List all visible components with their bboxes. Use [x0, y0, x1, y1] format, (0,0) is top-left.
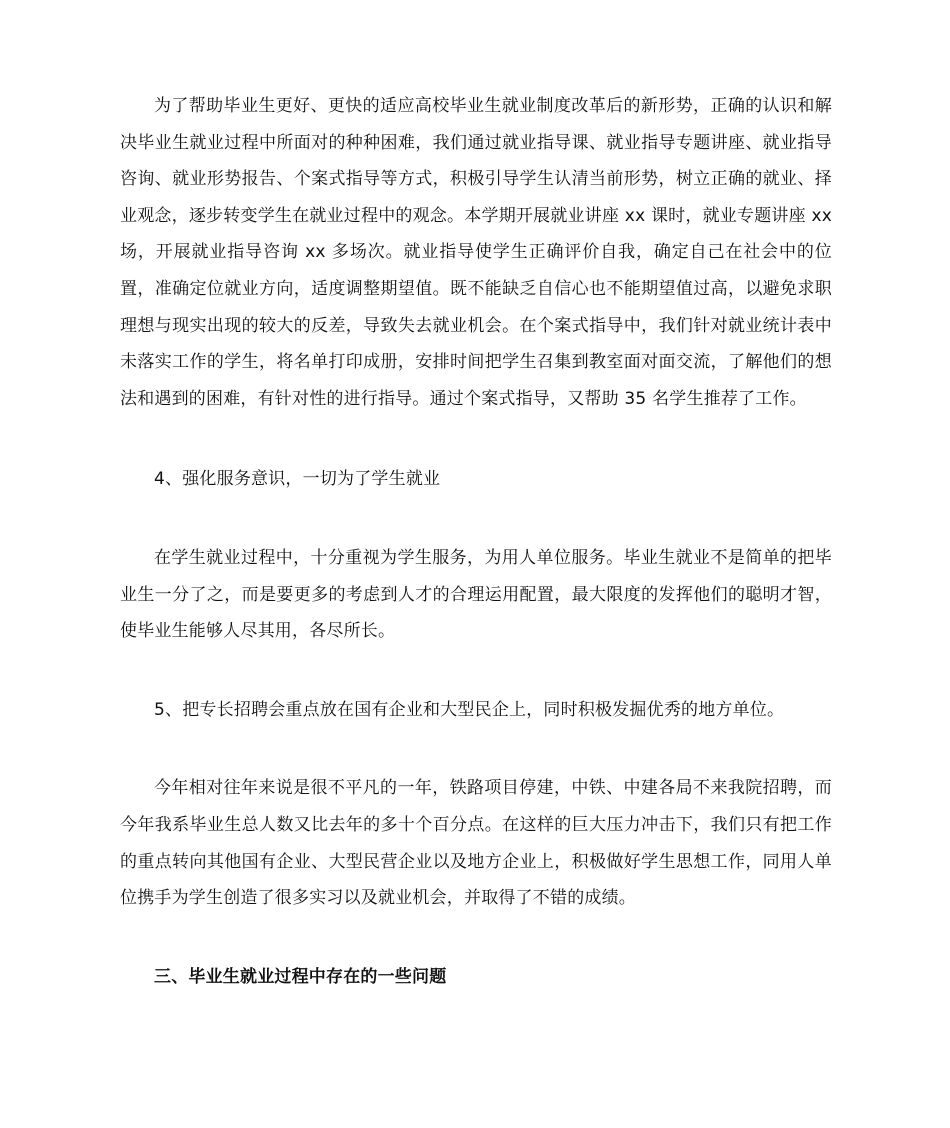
paragraph-service-awareness: 在学生就业过程中，十分重视为学生服务，为用人单位服务。毕业生就业不是简单的把毕业生一分了之，而是要更多的考虑到人才的合理运用配置，最大限度的发挥他们的聪明才智，使毕业生能够人尽其用，各尽所长。: [120, 547, 832, 642]
document-body: [120, 88, 832, 995]
heading-item-4: 4、强化服务意识，一切为了学生就业: [154, 469, 441, 490]
paragraph-this-year: 今年相对往年来说是很不平凡的一年，铁路项目停建，中铁、中建各局不来我院招聘，而今年我系毕业生总人数又比去年的多十个百分点。在这样的巨大压力冲击下，我们只有把工作的重点转向其他国有企业、大型民营企业以及地方企业上，积极做好学生思想工作，同用人单位携手为学生创造了很多实习以及就业机会，并取得了不错的成绩。: [120, 778, 832, 909]
section-heading-3: 三、毕业生就业过程中存在的一些问题: [154, 966, 447, 987]
paragraph-intro-guidance: 为了帮助毕业生更好、更快的适应高校毕业生就业制度改革后的新形势，正确的认识和解决毕业生就业过程中所面对的种种困难，我们通过就业指导课、就业指导专题讲座、就业指导咨询、就业形势报告、个案式指导等方式，积极引导学生认清当前形势，树立正确的就业、择业观念，逐步转变学生在就业过程中的观念。本学期开展就业讲座 xx 课时，就业专题讲座 xx 场，开展就业指导咨询 xx 多场次。就业指导使学生正确评价自我，确定自己在社会中的位置，准确定位就业方向，适度调整期望值。既不能缺乏自信心也不能期望值过高，以避免求职理想与现实出现的较大的反差，导致失去就业机会。在个案式指导中，我们针对就业统计表中未落实工作的学生，将名单打印成册，安排时间把学生召集到教室面对面交流，了解他们的想法和遇到的困难，有针对性的进行指导。通过个案式指导，又帮助 35 名学生推荐了工作。: [120, 96, 832, 409]
heading-item-5: 5、把专长招聘会重点放在国有企业和大型民企上，同时积极发掘优秀的地方单位。: [154, 699, 785, 720]
